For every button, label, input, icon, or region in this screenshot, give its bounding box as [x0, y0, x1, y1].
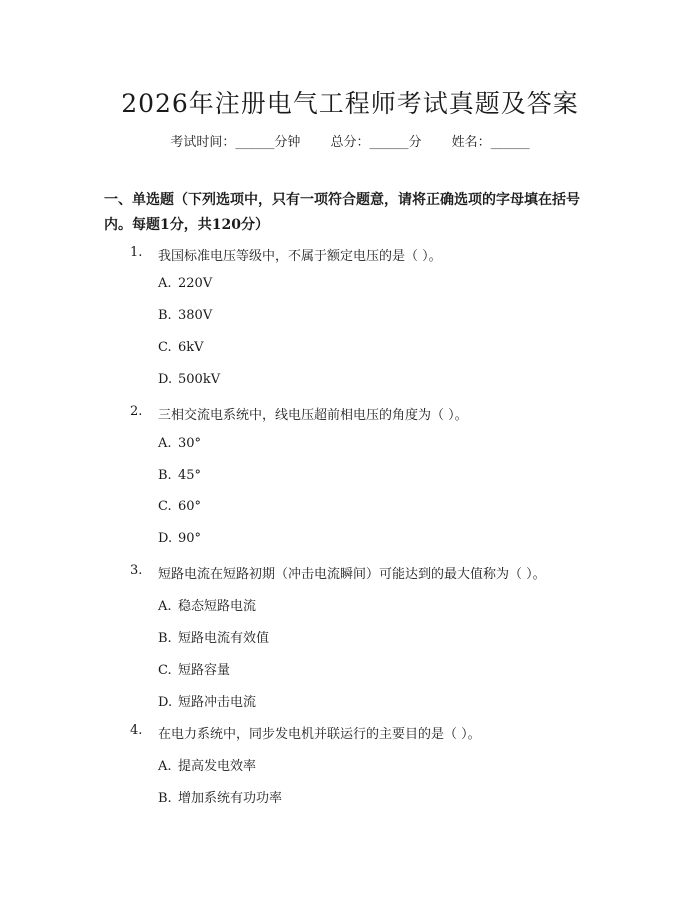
option-letter: B. [158, 791, 172, 806]
exam-time-unit: 分钟 [274, 135, 301, 150]
exam-time [170, 135, 300, 150]
option-letter: C. [158, 663, 172, 678]
option [158, 372, 220, 387]
document-title: 2026年注册电气工程师考试真题及答案 [121, 89, 579, 118]
section-heading: 一、单选题（下列选项中，只有一项符合题意，请将正确选项的字母填在括号内。每题1分，共120分） [104, 192, 580, 233]
option-letter: D. [158, 695, 173, 710]
candidate-name [452, 135, 530, 150]
option-letter: D. [158, 372, 173, 387]
question-number: 2. [130, 404, 143, 419]
exam-meta [0, 131, 700, 150]
option [158, 308, 212, 323]
option [158, 787, 282, 806]
option [158, 340, 204, 355]
option [158, 755, 256, 774]
option-text: 短路冲击电流 [178, 695, 257, 710]
exam-time-blank: ______ [235, 135, 275, 150]
option [158, 276, 212, 291]
option [158, 595, 256, 614]
option-letter: C. [158, 340, 172, 355]
total-score [330, 135, 421, 150]
option-letter: A. [158, 436, 172, 451]
option [158, 627, 269, 646]
total-score-blank: ______ [369, 135, 409, 150]
option-text: 6kV [178, 340, 204, 355]
question-number: 1. [130, 245, 143, 260]
option [158, 436, 201, 451]
option-text: 500kV [178, 372, 221, 387]
question-text: 在电力系统中，同步发电机并联运行的主要目的是（ ）。 [158, 727, 481, 742]
question-text: 三相交流电系统中，线电压超前相电压的角度为（ ）。 [158, 408, 468, 423]
option-letter: A. [158, 599, 172, 614]
option-text: 45° [178, 468, 202, 483]
option [158, 499, 201, 514]
question-number: 4. [130, 723, 143, 738]
option-text: 220V [178, 276, 213, 291]
option-letter: B. [158, 631, 172, 646]
total-score-unit: 分 [408, 135, 422, 150]
option-text: 90° [178, 531, 202, 546]
option-text: 30° [178, 436, 202, 451]
option-letter: B. [158, 308, 172, 323]
option-text: 短路电流有效值 [178, 631, 270, 646]
option-text: 提高发电效率 [178, 759, 257, 774]
question-text: 我国标准电压等级中，不属于额定电压的是（ ）。 [158, 249, 442, 264]
option-text: 短路容量 [178, 663, 231, 678]
option [158, 691, 256, 710]
option-letter: D. [158, 531, 173, 546]
option-text: 稳态短路电流 [178, 599, 257, 614]
question-text: 短路电流在短路初期（冲击电流瞬间）可能达到的最大值称为（ ）。 [158, 567, 546, 582]
option-letter: B. [158, 468, 172, 483]
option-text: 60° [178, 499, 202, 514]
option-letter: C. [158, 499, 172, 514]
option-letter: A. [158, 276, 172, 291]
option-text: 380V [178, 308, 213, 323]
option [158, 531, 201, 546]
option-letter: A. [158, 759, 172, 774]
question-number: 3. [130, 563, 143, 578]
total-score-label: 总分： [330, 135, 370, 150]
candidate-name-label: 姓名： [451, 135, 491, 150]
exam-time-label: 考试时间： [170, 135, 236, 150]
option [158, 659, 230, 678]
option-text: 增加系统有功功率 [178, 791, 283, 806]
candidate-name-blank: ______ [490, 135, 530, 150]
option [158, 468, 201, 483]
